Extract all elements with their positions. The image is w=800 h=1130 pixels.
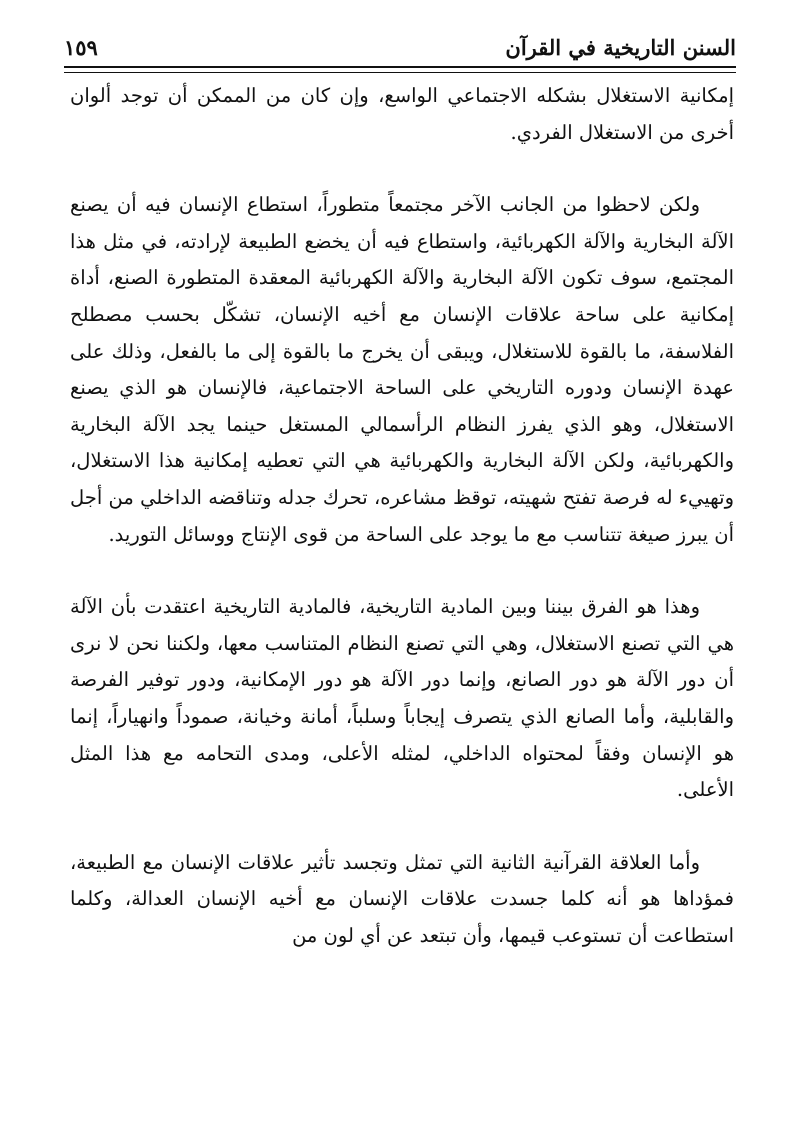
header-rule-thick: [64, 66, 736, 68]
paragraph-continued: إمكانية الاستغلال بشكله الاجتماعي الواسع، وإن كان من الممكن أن توجد ألوان أخرى من الاستغلال الفردي.: [70, 84, 734, 144]
header-rule-thin: [64, 72, 736, 73]
page-number: ١٥٩: [64, 35, 98, 60]
paragraph: وأما العلاقة القرآنية الثانية التي تمثل وتجسد تأثير علاقات الإنسان مع الطبيعة، فمؤداها هو أنه كلما جسدت علاقات الإنسان مع أخيه الإنسان العدالة، وكلما استطاعت أن تستوعب قيمها، وأن تبتعد عن أي لون من: [70, 850, 734, 947]
body-text: [70, 78, 734, 954]
paragraph: ولكن لاحظوا من الجانب الآخر مجتمعاً متطوراً، استطاع الإنسان فيه أن يصنع الآلة البخارية والآلة الكهربائية، واستطاع فيه أن يخضع الطبيعة لإرادته، في مثل هذا المجتمع، سوف تكون الآلة البخارية والآلة الكهربائية المعقدة المتطورة الصنع، أداة إمكانية على ساحة علاقات الإنسان مع أخيه الإنسان، تشكّل بحسب مصطلح الفلاسفة، ما بالقوة للاستغلال، ويبقى أن يخرج ما بالقوة إلى ما بالفعل، وذلك على عهدة الإنسان ودوره التاريخي على الساحة الاجتماعية، فالإنسان هو الذي يصنع الاستغلال، وهو الذي يفرز النظام الرأسمالي المستغل حينما يجد الآلة البخارية والكهربائية، ولكن الآلة البخارية والكهربائية هي التي تعطيه إمكانية هذا الاستغلال، وتهييء له فرصة تفتح شهيته، توقظ مشاعره، تحرك جدله وتناقضه الداخلي من أجل أن يبرز صيغة تتناسب مع ما يوجد على الساحة من قوى الإنتاج ووسائل التوريد.: [70, 193, 734, 546]
running-title: السنن التاريخية في القرآن: [505, 35, 736, 60]
paragraph: وهذا هو الفرق بيننا وبين المادية التاريخية، فالمادية التاريخية اعتقدت بأن الآلة هي التي تصنع الاستغلال، وهي التي تصنع النظام المتناسب معها، ولكننا نحن لا نرى أن دور الآلة هو دور الصانع، وإنما دور الآلة هو دور الإمكانية، ودور توفير الفرصة والقابلية، وأما الصانع الذي يتصرف إيجاباً وسلباً، أمانة وخيانة، صموداً وانهياراً، إنما هو الإنسان وفقاً لمحتواه الداخلي، لمثله الأعلى، ومدى التحامه مع هذا المثل الأعلى.: [70, 595, 734, 802]
page-header: [64, 26, 736, 66]
